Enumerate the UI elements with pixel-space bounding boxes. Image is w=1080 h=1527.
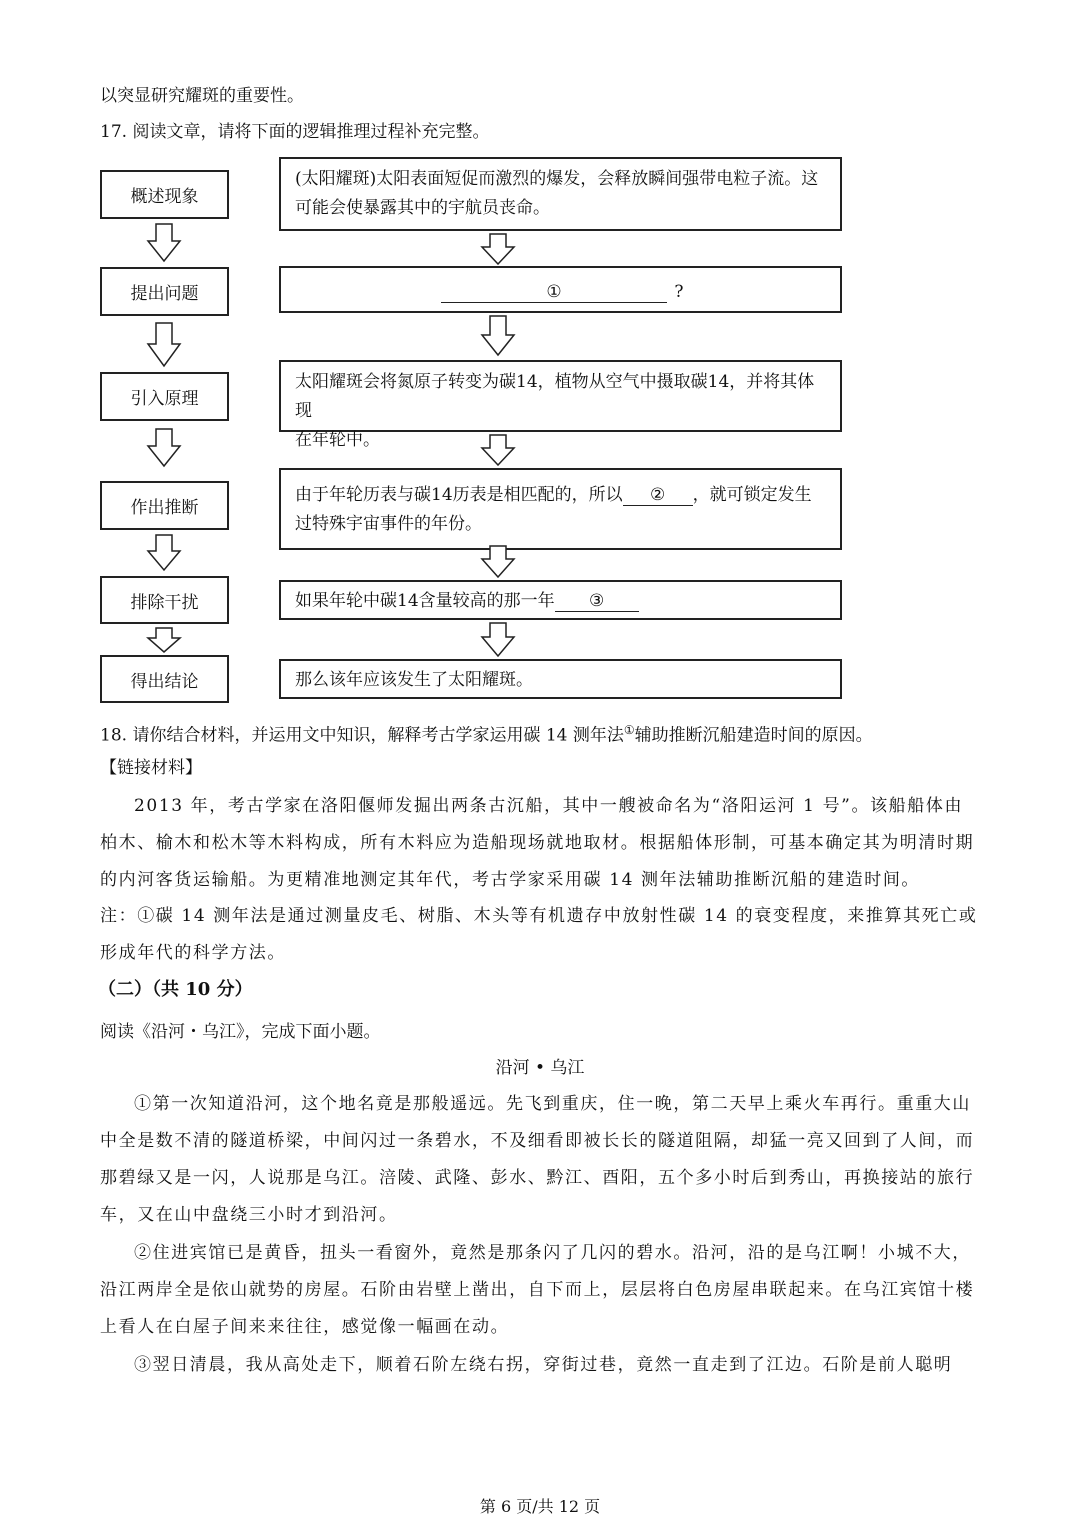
blank-3[interactable]: ③ (555, 591, 639, 612)
article-paragraph-1 (100, 1086, 980, 1234)
box4-suffix: ，就可锁定发生 (692, 485, 812, 505)
box3-line1: 太阳耀斑会将氮原子转变为碳14，植物从空气中摄取碳14，并将其体现 (295, 372, 815, 421)
step-box-2: 提出问题 (100, 267, 229, 316)
intro-tail: 以突显研究耀斑的重要性。 (100, 86, 304, 106)
box3-line2: 在年轮中。 (295, 430, 380, 450)
article-paragraph-3 (100, 1347, 980, 1384)
box4-prefix: 由于年轮历表与碳14历表是相匹配的，所以 (295, 485, 623, 505)
content-box-6: 那么该年应该发生了太阳耀斑。 (279, 659, 842, 699)
link-material-title: 【链接材料】 (100, 758, 202, 778)
step-box-3: 引入原理 (100, 372, 229, 421)
down-arrow-icon (480, 622, 516, 657)
down-arrow-icon (146, 627, 182, 653)
content-box-3 (279, 360, 842, 450)
footnote-marker: ① (623, 723, 635, 737)
down-arrow-icon (480, 233, 516, 265)
paragraph-2-text: ②住进宾馆已是黄昏，扭头一看窗外，竟然是那条闪了几闪的碧水。沿河，沿的是乌江啊！小城不大，沿江两岸全是依山就势的房屋。石阶由岩壁上凿出，自下而上，层层将白色房屋串联起来。在乌江宾馆十楼上看人在白屋子间来来往往，感觉像一幅画在动。 (100, 1243, 975, 1337)
step-box-6: 得出结论 (100, 655, 229, 703)
down-arrow-icon (480, 315, 516, 357)
step-box-5: 排除干扰 (100, 576, 229, 624)
paragraph-1-text: ①第一次知道沿河，这个地名竟是那般遥远。先飞到重庆，住一晚，第二天早上乘火车再行。重重大山中全是数不清的隧道桥梁，中间闪过一条碧水，不及细看即被长长的隧道阻隔，却猛一亮又回到了人间，而那碧绿又是一闪，人说那是乌江。涪陵、武隆、彭水、黔江、酉阳，五个多小时后到秀山，再换接站的旅行车，又在山中盘绕三小时才到沿河。 (100, 1094, 975, 1225)
reading-instruction: 阅读《沿河・乌江》，完成下面小题。 (100, 1022, 381, 1042)
blank-2[interactable]: ② (623, 485, 693, 506)
link-material-text (100, 788, 980, 899)
page-footer: 第 6 页/共 12 页 (479, 1497, 601, 1516)
question-17-prompt: 17. 阅读文章，请将下面的逻辑推理过程补充完整。 (100, 122, 490, 142)
blank-1[interactable]: ① (441, 282, 667, 303)
box1-line2: 可能会使暴露其中的宇航员丧命。 (295, 198, 550, 218)
step-box-1: 概述现象 (100, 170, 229, 219)
box5-prefix: 如果年轮中碳14含量较高的那一年 (295, 591, 555, 611)
footnote-text: 注：①碳 14 测年法是通过测量皮毛、树脂、木头等有机遗存中放射性碳 14 的衰变程度，来推算其死亡或形成年代的科学方法。 (100, 906, 978, 963)
q18-prompt-b: 辅助推断沉船建造时间的原因。 (634, 725, 873, 746)
article-title: 沿河 • 乌江 (495, 1058, 585, 1078)
content-box-2 (279, 266, 842, 313)
content-box-1 (279, 157, 842, 231)
content-box-4 (279, 468, 842, 550)
article-paragraph-2 (100, 1235, 980, 1346)
question-mark: ? (674, 282, 684, 302)
step-box-4: 作出推断 (100, 481, 229, 530)
paragraph-3-text: ③翌日清晨，我从高处走下，顺着石阶左绕右拐，穿街过巷，竟然一直走到了江边。石阶是前人聪明 (134, 1355, 953, 1375)
down-arrow-icon (480, 434, 516, 466)
box1-line1: (太阳耀斑)太阳表面短促而激烈的爆发，会释放瞬间强带电粒子流。这 (295, 169, 819, 189)
box4-line2: 过特殊宇宙事件的年份。 (295, 514, 482, 534)
section-heading: （二）（共 10 分） (98, 979, 253, 1000)
down-arrow-icon (146, 428, 182, 468)
question-18-prompt (100, 718, 873, 748)
down-arrow-icon (146, 534, 182, 572)
down-arrow-icon (146, 223, 182, 263)
content-box-5 (279, 580, 842, 620)
down-arrow-icon (146, 322, 182, 368)
down-arrow-icon (480, 545, 516, 578)
q18-prompt-a: 18. 请你结合材料，并运用文中知识，解释考古学家运用碳 14 测年法 (100, 725, 624, 746)
material-body: 2013 年，考古学家在洛阳偃师发掘出两条古沉船，其中一艘被命名为“洛阳运河 1 号”。该船船体由柏木、榆木和松木等木料构成，所有木料应为造船现场就地取材。根据船体形制，可基本确定其为明清时期的内河客货运输船。为更精准地测定其年代，考古学家采用碳 14 测年法辅助推断沉船的建造时间。 (100, 796, 975, 890)
